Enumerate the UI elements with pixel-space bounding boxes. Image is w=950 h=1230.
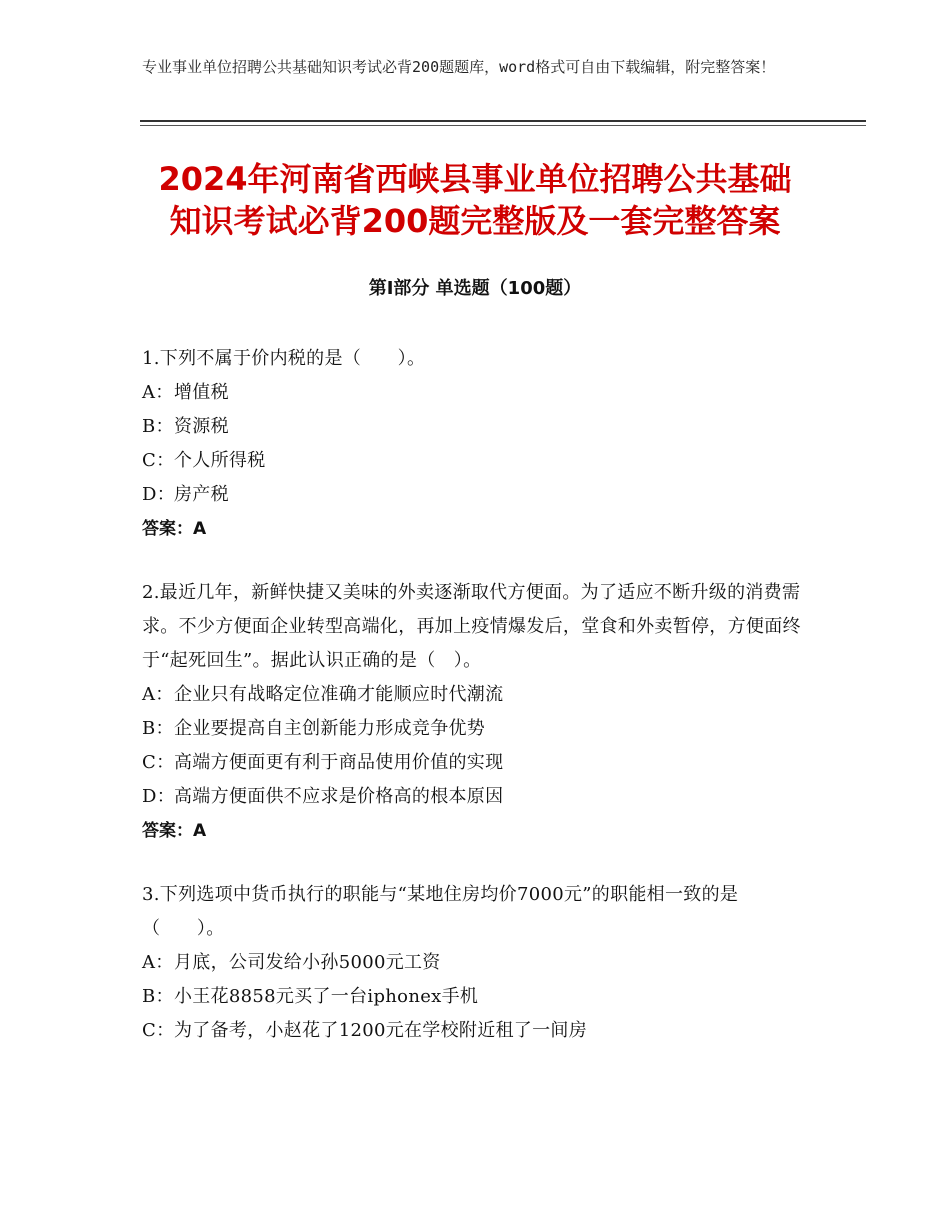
option-text: 增值税 xyxy=(174,382,229,403)
option-c xyxy=(142,444,806,478)
option-text: 个人所得税 xyxy=(174,450,266,471)
option-c xyxy=(142,1014,806,1048)
option-key: B： xyxy=(142,416,174,437)
header-note: 专业事业单位招聘公共基础知识考试必背200题题库，word格式可自由下载编辑，附完整答案！ xyxy=(142,58,776,76)
option-key: A： xyxy=(142,684,174,705)
option-d xyxy=(142,780,806,814)
option-a xyxy=(142,946,806,980)
option-a xyxy=(142,678,806,712)
question-list xyxy=(142,342,806,1078)
option-text: 企业要提高自主创新能力形成竞争优势 xyxy=(174,718,486,739)
document-title-line-1: 2024年河南省西峡县事业单位招聘公共基础 xyxy=(158,160,792,198)
option-b xyxy=(142,410,806,444)
document-title xyxy=(100,158,850,242)
header-rule-thick xyxy=(140,120,866,122)
option-key: C： xyxy=(142,752,175,773)
question-stem: 1.下列不属于价内税的是（ ）。 xyxy=(142,348,426,369)
option-key: C： xyxy=(142,1020,175,1041)
option-text: 为了备考，小赵花了1200元在学校附近租了一间房 xyxy=(174,1020,588,1041)
question-stem: 3.下列选项中货币执行的职能与“某地住房均价7000元”的职能相一致的是（ ）。 xyxy=(142,884,739,939)
answer: 答案：A xyxy=(142,519,207,539)
option-text: 高端方便面供不应求是价格高的根本原因 xyxy=(174,786,504,807)
section-heading: 第Ⅰ部分 单选题（100题） xyxy=(368,278,582,299)
header-rule-thin xyxy=(140,125,866,126)
option-text: 房产税 xyxy=(174,484,229,505)
option-key: B： xyxy=(142,986,174,1007)
question-3 xyxy=(142,878,806,1048)
option-text: 高端方便面更有利于商品使用价值的实现 xyxy=(174,752,504,773)
option-a xyxy=(142,376,806,410)
question-1 xyxy=(142,342,806,546)
option-key: D： xyxy=(142,484,176,505)
option-text: 月底，公司发给小孙5000元工资 xyxy=(174,952,441,973)
option-c xyxy=(142,746,806,780)
answer: 答案：A xyxy=(142,821,207,841)
document-title-line-2: 知识考试必背200题完整版及一套完整答案 xyxy=(169,202,781,240)
question-2 xyxy=(142,576,806,848)
option-key: B： xyxy=(142,718,174,739)
option-text: 企业只有战略定位准确才能顺应时代潮流 xyxy=(174,684,504,705)
option-d xyxy=(142,478,806,512)
option-key: D： xyxy=(142,786,176,807)
option-b xyxy=(142,712,806,746)
option-text: 资源税 xyxy=(174,416,229,437)
option-b xyxy=(142,980,806,1014)
option-key: A： xyxy=(142,952,174,973)
question-stem: 2.最近几年，新鲜快捷又美味的外卖逐渐取代方便面。为了适应不断升级的消费需求。不少方便面企业转型高端化，再加上疫情爆发后，堂食和外卖暂停，方便面终于“起死回生”。据此认识正确的是（ ）。 xyxy=(142,582,801,671)
option-text: 小王花8858元买了一台iphonex手机 xyxy=(174,986,479,1007)
option-key: C： xyxy=(142,450,175,471)
option-key: A： xyxy=(142,382,174,403)
